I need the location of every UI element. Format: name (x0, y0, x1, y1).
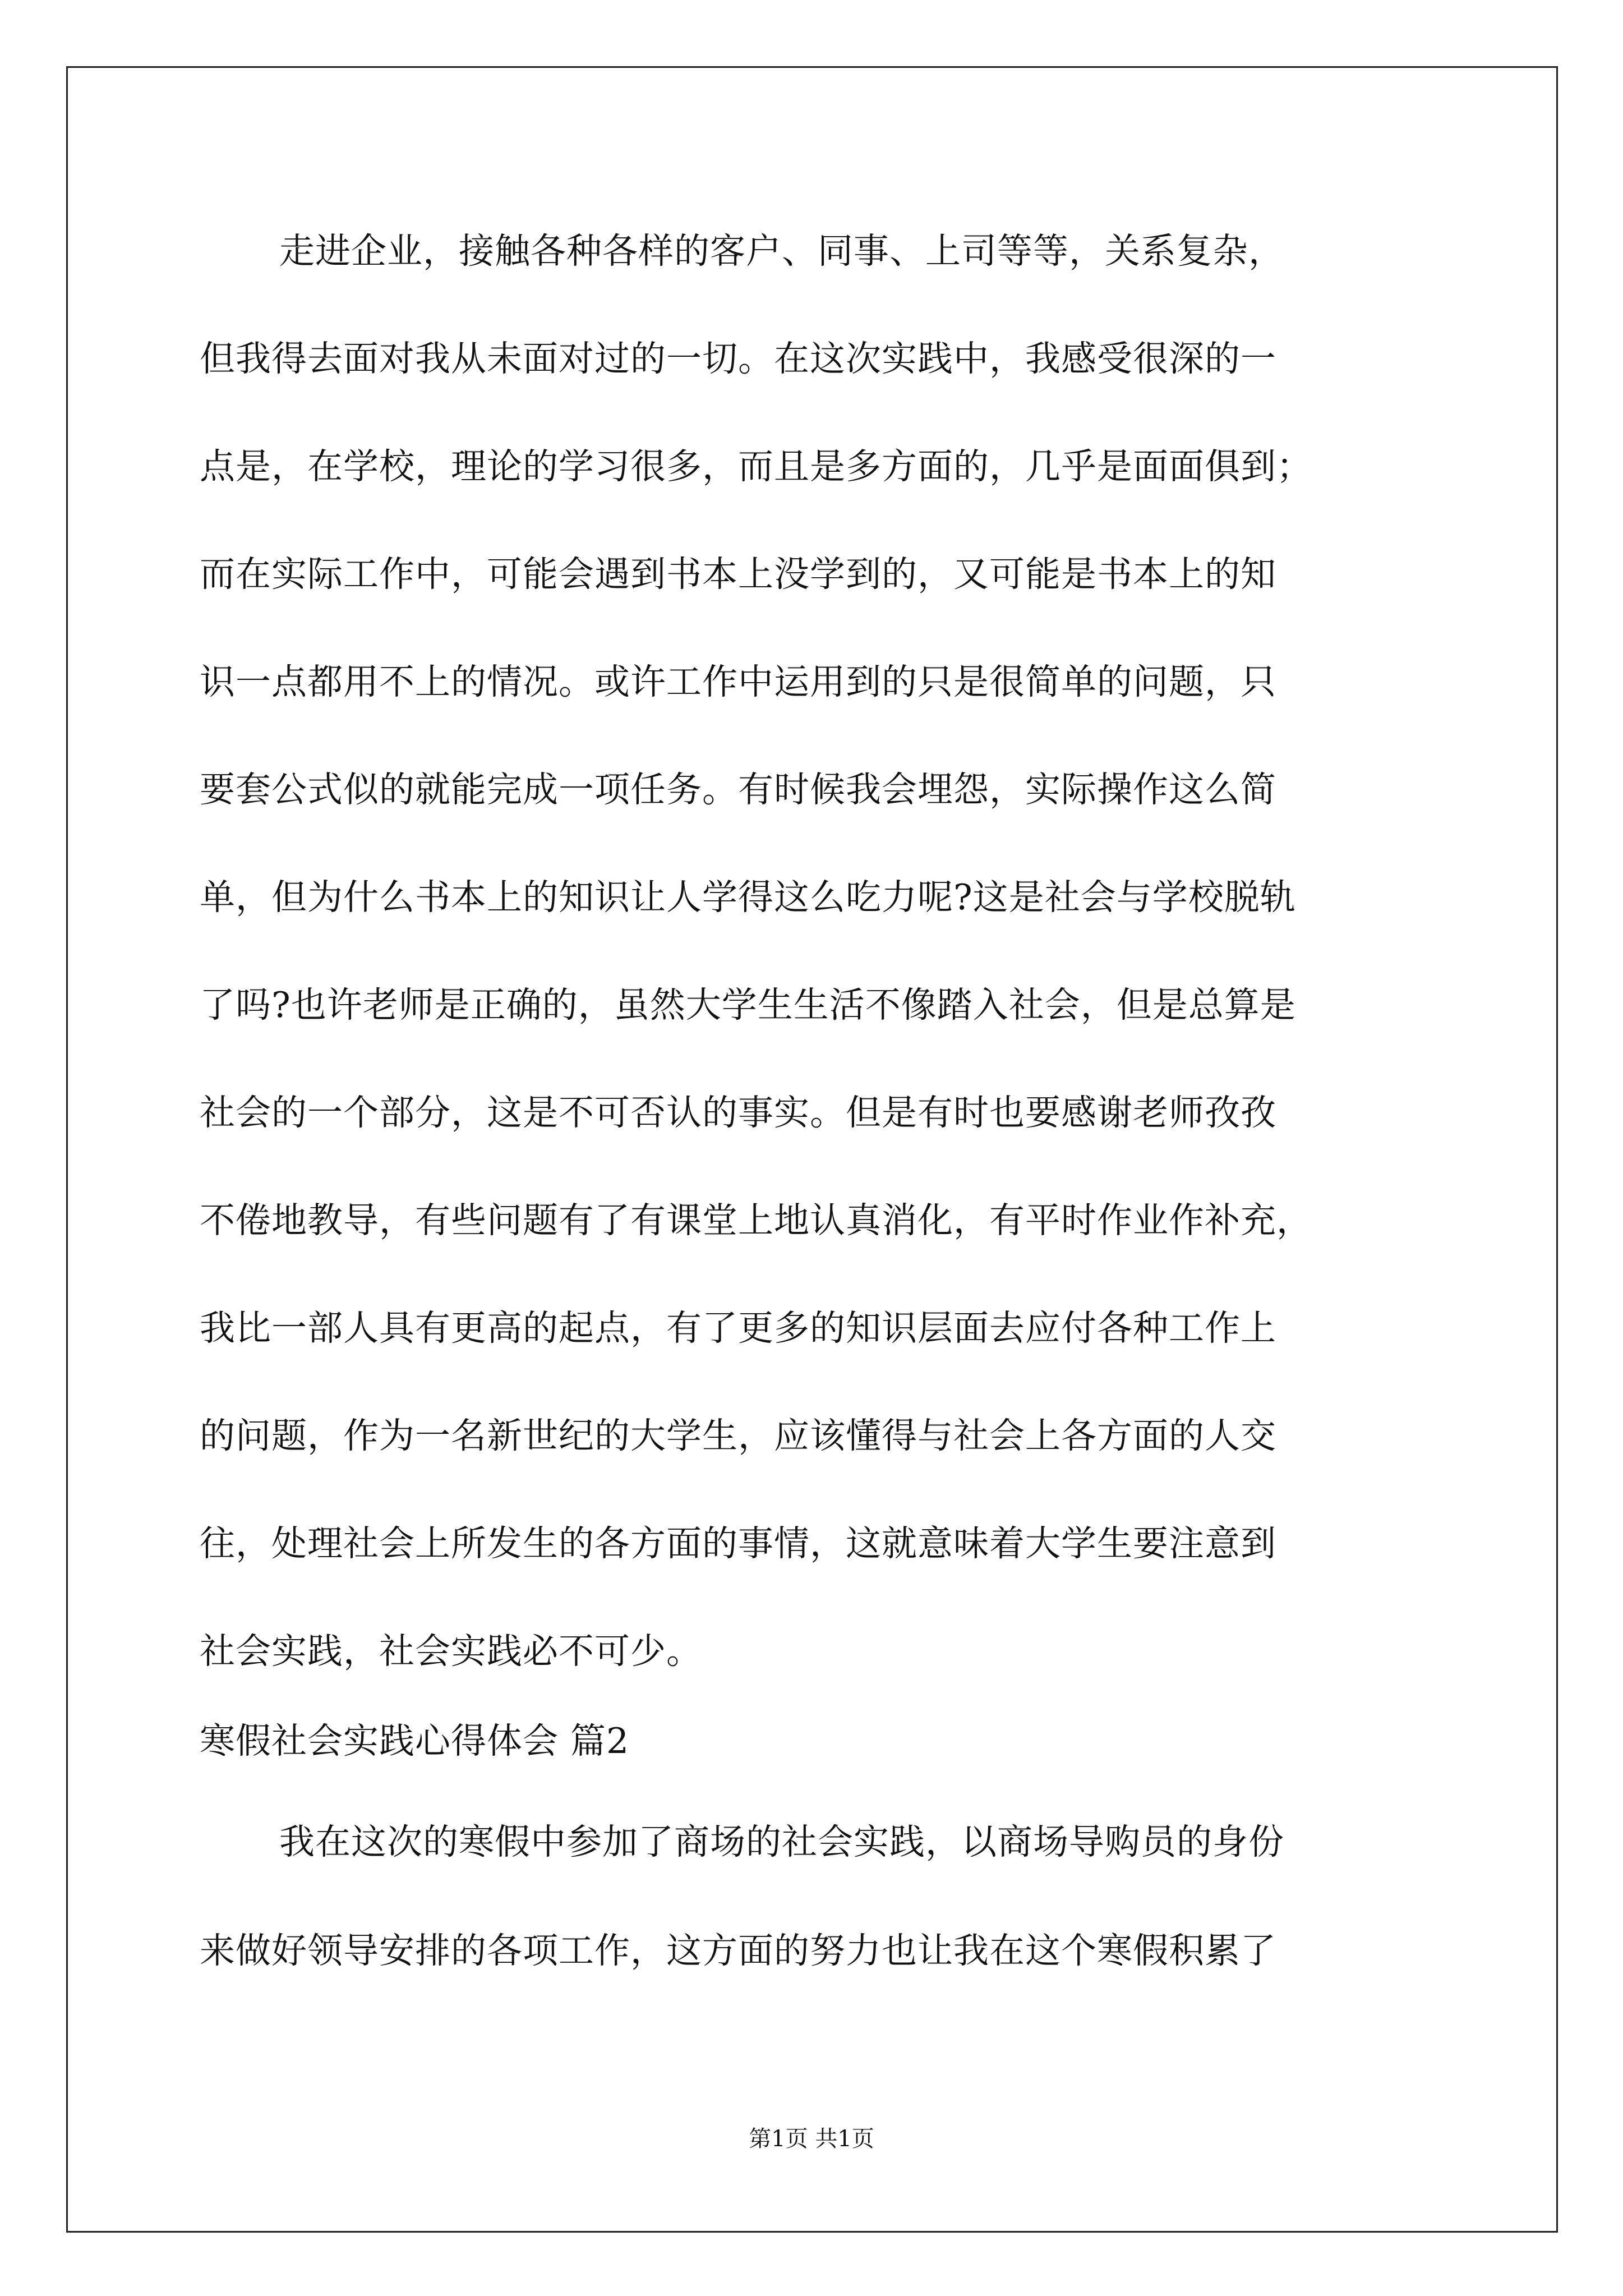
section-heading: 寒假社会实践心得体会 篇2 (200, 1720, 630, 1761)
text-line: 来做好领导安排的各项工作，这方面的努力也让我在这个寒假积累了 (200, 1930, 1276, 1971)
page-footer: 第1页 共1页 (749, 2126, 874, 2152)
text-line: 社会的一个部分，这是不可否认的事实。但是有时也要感谢老师孜孜 (200, 1092, 1276, 1133)
text-line: 要套公式似的就能完成一项任务。有时候我会埋怨，实际操作这么简 (200, 769, 1276, 810)
text-line: 走进企业，接触各种各样的客户、同事、上司等等，关系复杂， (279, 231, 1284, 272)
text-line: 但我得去面对我从未面对过的一切。在这次实践中，我感受很深的一 (200, 338, 1276, 379)
text-line: 我在这次的寒假中参加了商场的社会实践，以商场导购员的身份 (279, 1821, 1284, 1862)
text-line: 社会实践，社会实践必不可少。 (200, 1631, 702, 1672)
text-line: 我比一部人具有更高的起点，有了更多的知识层面去应付各种工作上 (200, 1308, 1276, 1349)
text-line: 而在实际工作中，可能会遇到书本上没学到的，又可能是书本上的知 (200, 554, 1276, 595)
text-line: 点是，在学校，理论的学习很多，而且是多方面的，几乎是面面俱到； (200, 446, 1312, 487)
text-line: 了吗?也许老师是正确的，虽然大学生生活不像踏入社会，但是总算是 (200, 984, 1296, 1025)
text-line: 往，处理社会上所发生的各方面的事情，这就意味着大学生要注意到 (200, 1523, 1276, 1564)
text-line: 识一点都用不上的情况。或许工作中运用到的只是很简单的问题，只 (200, 661, 1276, 702)
text-line: 单，但为什么书本上的知识让人学得这么吃力呢?这是社会与学校脱轨 (200, 877, 1296, 918)
text-line: 的问题，作为一名新世纪的大学生，应该懂得与社会上各方面的人交 (200, 1415, 1276, 1456)
page-border (66, 66, 1558, 2233)
text-line: 不倦地教导，有些问题有了有课堂上地认真消化，有平时作业作补充， (200, 1200, 1312, 1241)
